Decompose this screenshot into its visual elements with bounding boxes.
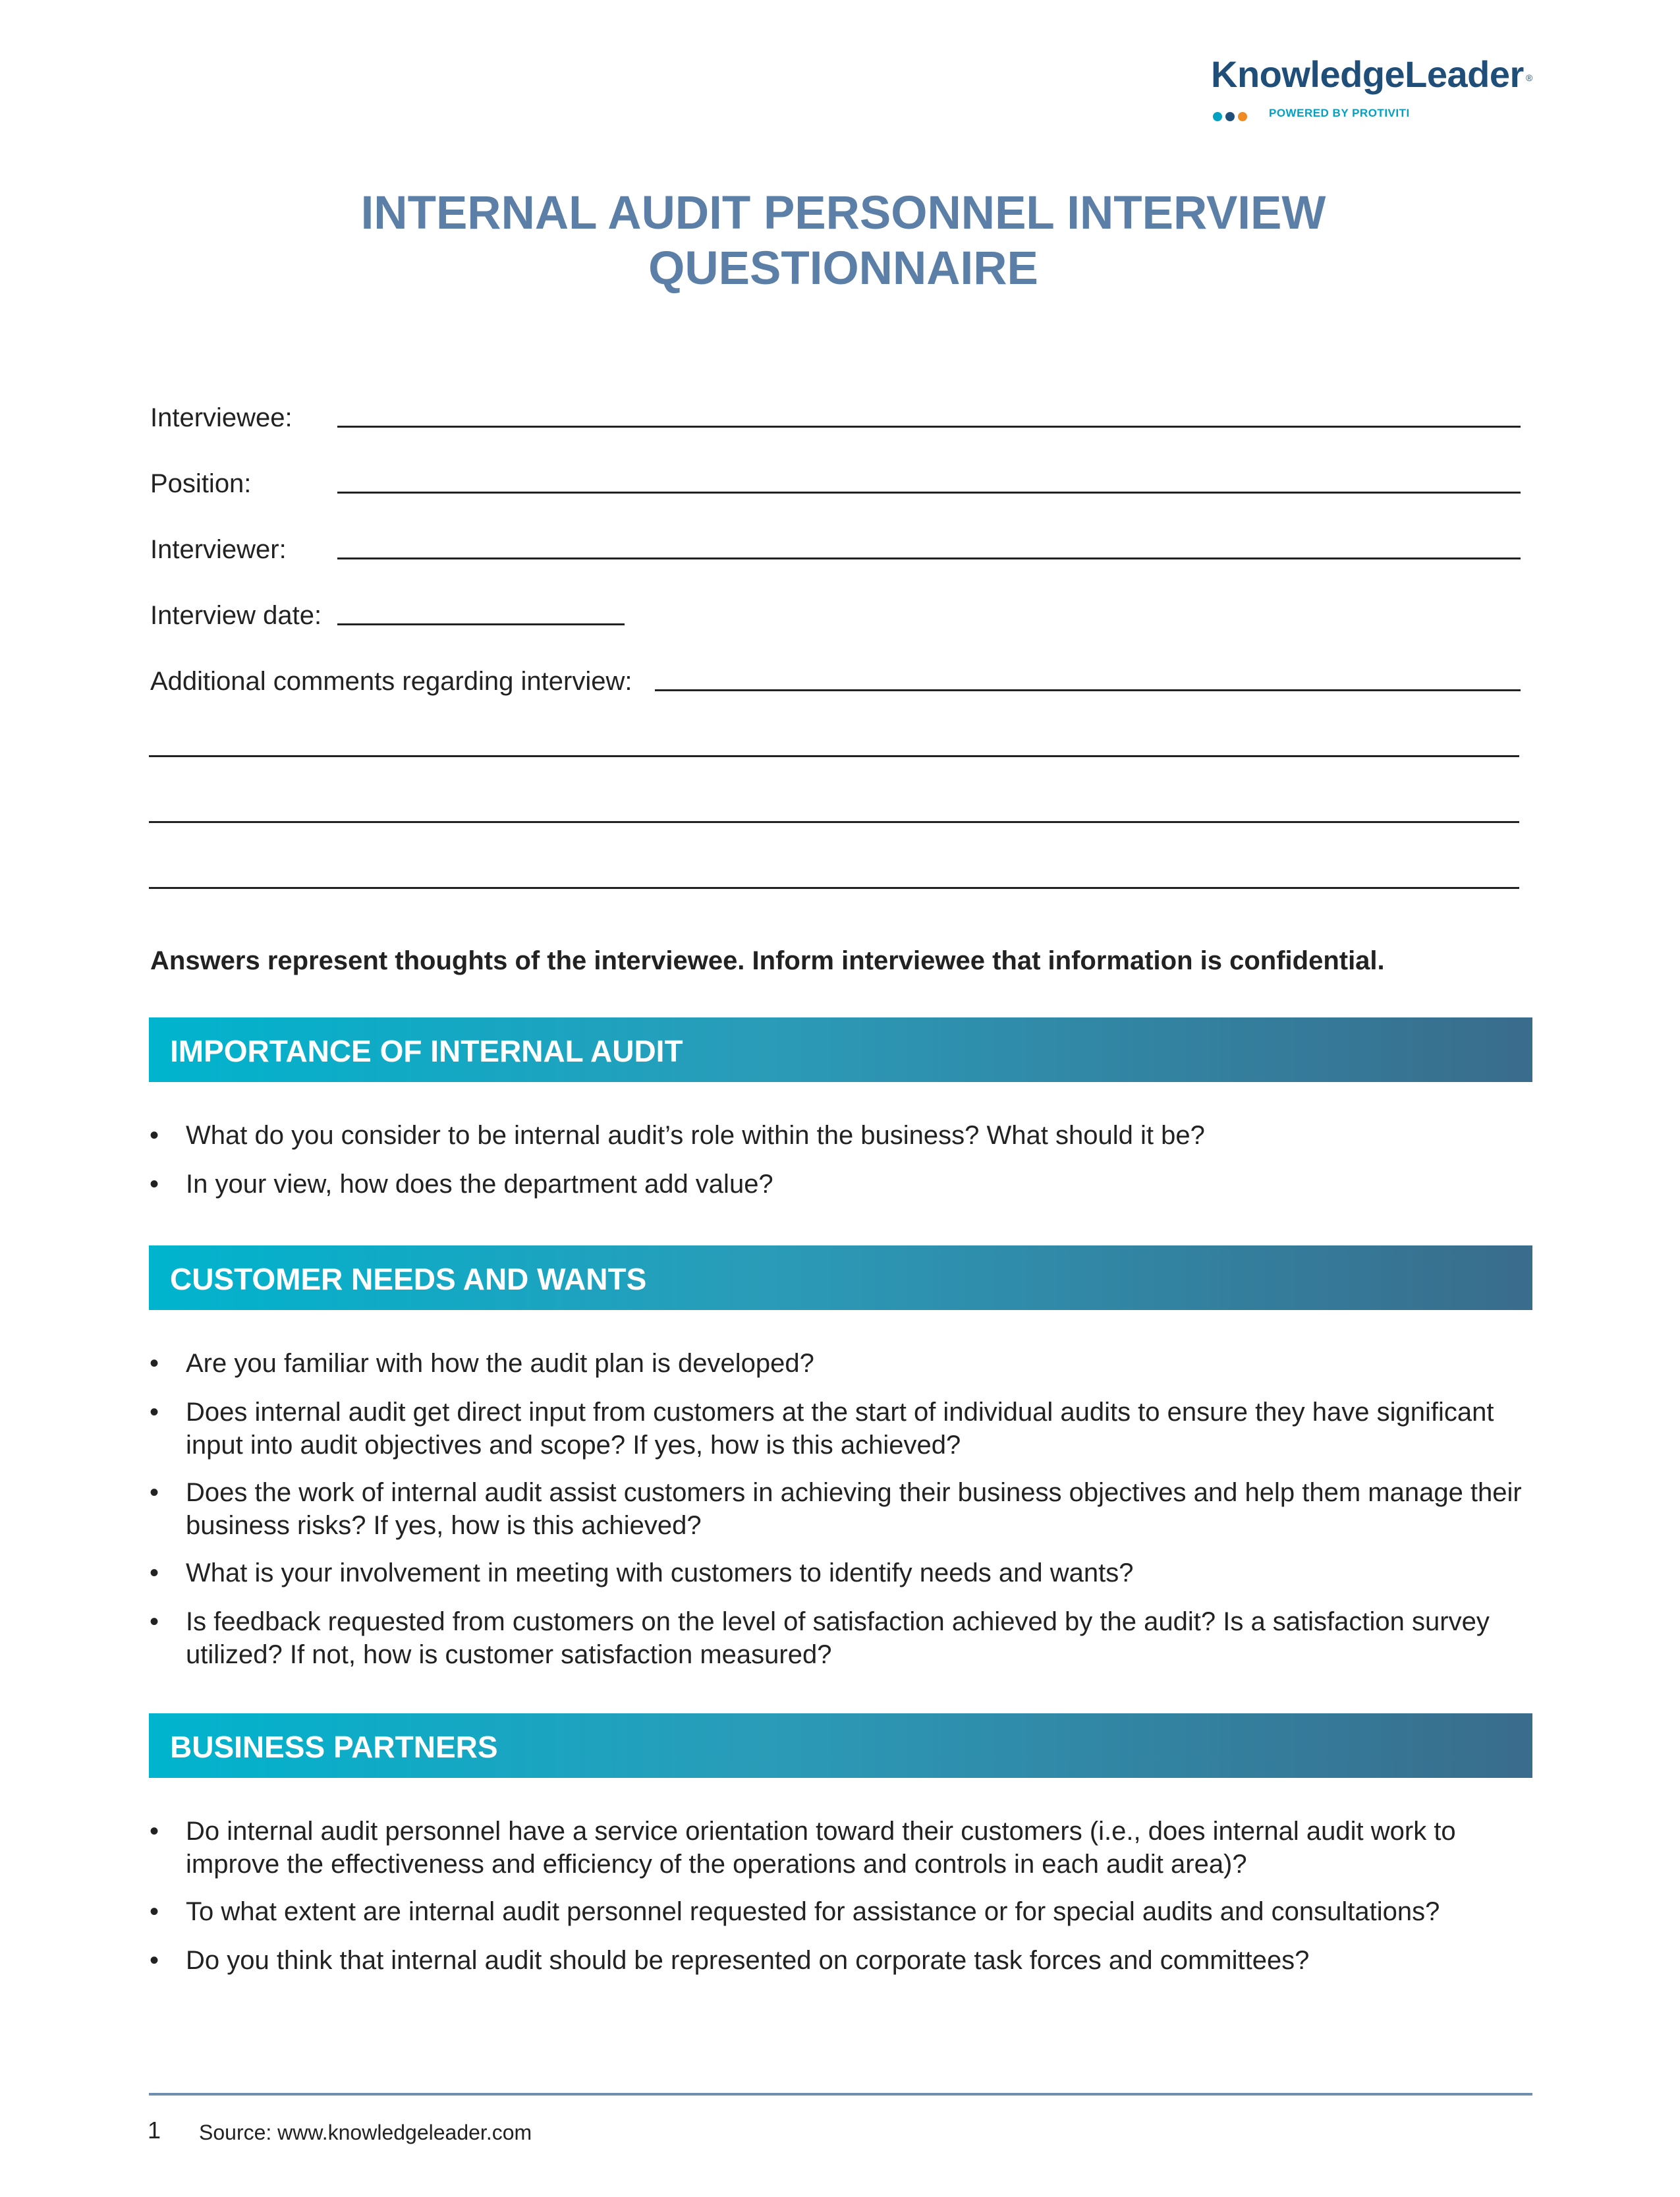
question-text: What is your involvement in meeting with customers to identify needs and wants? — [186, 1558, 1134, 1587]
bullet-icon: • — [149, 1478, 159, 1507]
additional-comments-line-1[interactable] — [655, 689, 1521, 691]
question-text: Does internal audit get direct input from customers at the start of individual audits to ensure they have significant input into audit objectives and scope? If yes, how is this achieved? — [186, 1398, 1494, 1460]
footer-divider — [149, 2093, 1532, 2096]
interviewee-field-line[interactable] — [337, 426, 1521, 428]
question-text: To what extent are internal audit personnel requested for assistance or for special audits and consultations? — [186, 1897, 1440, 1926]
title-line-1: INTERNAL AUDIT PERSONNEL INTERVIEW — [360, 187, 1326, 239]
powered-by-text: POWERED BY PROTIVITI — [1269, 107, 1410, 119]
bullet-icon: • — [149, 1398, 159, 1427]
bullet-icon: • — [149, 1946, 159, 1975]
question-text: Is feedback requested from customers on the level of satisfaction achieved by the audit? Is a satisfaction survey utilized? If not, how is customer satisfaction measured? — [186, 1607, 1490, 1669]
position-field-line[interactable] — [337, 492, 1521, 494]
section-heading: CUSTOMER NEEDS AND WANTS — [170, 1262, 647, 1296]
logo-dots-icon — [1212, 111, 1252, 123]
interviewer-field-line[interactable] — [337, 557, 1521, 559]
additional-comments-line-4[interactable] — [149, 887, 1519, 889]
bullet-icon: • — [149, 1817, 159, 1846]
question-text: What do you consider to be internal audit’s role within the business? What should it be? — [186, 1121, 1205, 1150]
question-text: Are you familiar with how the audit plan is developed? — [186, 1349, 814, 1378]
knowledgeleader-logo — [1211, 53, 1540, 125]
section-heading: BUSINESS PARTNERS — [170, 1730, 498, 1764]
question-text: In your view, how does the department add value? — [186, 1170, 773, 1199]
page-title — [152, 186, 1535, 297]
additional-comments-line-2[interactable] — [149, 755, 1519, 757]
bullet-icon: • — [149, 1558, 159, 1587]
bullet-icon: • — [149, 1349, 159, 1378]
bullet-icon: • — [149, 1170, 159, 1199]
question-text: Do internal audit personnel have a service orientation toward their customers (i.e., does internal audit work to improve the effectiveness and efficiency of the operations and controls in each audit area)? — [186, 1817, 1456, 1879]
interview-date-label: Interview date: — [150, 601, 322, 630]
confidentiality-note: Answers represent thoughts of the interviewee. Inform interviewee that information is confidential. — [150, 946, 1385, 975]
section-banner-importance — [149, 1017, 1532, 1082]
section-banner-business-partners — [149, 1713, 1532, 1778]
section-banner-customer-needs — [149, 1245, 1532, 1310]
additional-comments-line-3[interactable] — [149, 821, 1519, 823]
question-text: Does the work of internal audit assist customers in achieving their business objectives and help them manage their business risks? If yes, how is this achieved? — [186, 1478, 1522, 1540]
interviewee-label: Interviewee: — [150, 403, 293, 432]
additional-comments-label: Additional comments regarding interview: — [150, 667, 632, 696]
section-heading: IMPORTANCE OF INTERNAL AUDIT — [170, 1034, 683, 1068]
question-text: Do you think that internal audit should be represented on corporate task forces and committees? — [186, 1946, 1310, 1975]
registered-mark: ® — [1526, 72, 1533, 83]
interview-date-field-line[interactable] — [337, 623, 625, 625]
bullet-icon: • — [149, 1121, 159, 1150]
logo-wordmark: KnowledgeLeader — [1211, 53, 1524, 95]
position-label: Position: — [150, 469, 252, 498]
interviewer-label: Interviewer: — [150, 535, 287, 564]
title-line-2: QUESTIONNAIRE — [648, 243, 1038, 295]
bullet-icon: • — [149, 1607, 159, 1636]
bullet-icon: • — [149, 1897, 159, 1926]
page-number: 1 — [148, 2117, 161, 2144]
source-citation: Source: www.knowledgeleader.com — [199, 2121, 532, 2144]
